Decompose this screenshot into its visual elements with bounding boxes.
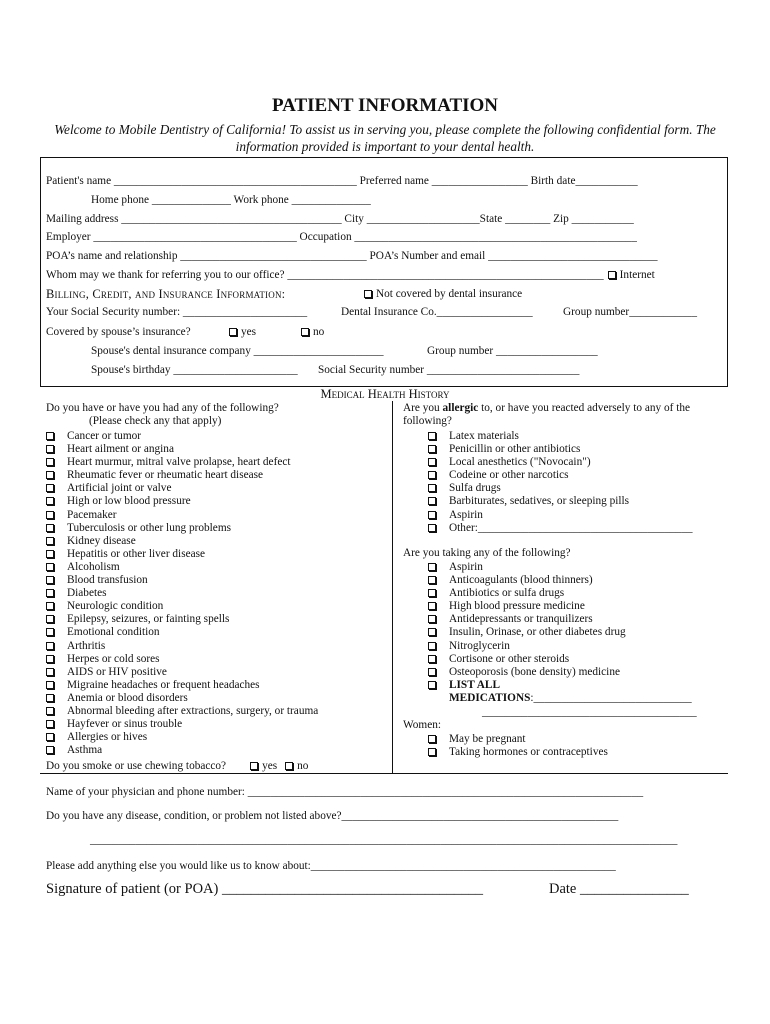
checkbox-icon[interactable]	[46, 497, 54, 505]
list-item[interactable]: Allergies or hives	[46, 731, 318, 744]
checkbox-icon[interactable]	[428, 576, 436, 584]
phone-row[interactable]: Home phone ______________ Work phone ______________	[91, 194, 371, 206]
conditions-question: Do you have or have you had any of the following?	[46, 402, 279, 414]
checkbox-icon[interactable]	[46, 720, 54, 728]
checkbox-icon[interactable]	[46, 432, 54, 440]
list-item[interactable]: Abnormal bleeding after extractions, surgery, or trauma	[46, 705, 318, 718]
checkbox-icon[interactable]	[46, 511, 54, 519]
anything-else-field[interactable]: Please add anything else you would like us to know about:______________________________________________________	[46, 860, 616, 872]
checkbox-icon[interactable]	[46, 615, 54, 623]
list-item[interactable]: High blood pressure medicine	[428, 600, 626, 613]
checkbox-icon[interactable]	[428, 615, 436, 623]
checkbox-icon[interactable]	[428, 563, 436, 571]
list-item[interactable]: Nitroglycerin	[428, 640, 626, 653]
list-item[interactable]: Hayfever or sinus trouble	[46, 718, 318, 731]
checkbox-icon[interactable]	[46, 550, 54, 558]
list-item[interactable]: Anemia or blood disorders	[46, 692, 318, 705]
patient-name-row[interactable]: Patient's name ___________________________________________ Preferred name _________________ Birth date___________	[46, 175, 638, 187]
other-disease-blank-line[interactable]: ________________________________________________________________________________________________________	[90, 834, 678, 846]
women-label: Women:	[403, 719, 441, 731]
physician-field[interactable]: Name of your physician and phone number: ______________________________________________________________________	[46, 786, 644, 798]
list-item[interactable]: Herpes or cold sores	[46, 653, 318, 666]
list-item[interactable]: Anticoagulants (blood thinners)	[428, 574, 626, 587]
checkbox-icon[interactable]	[428, 602, 436, 610]
women-list	[428, 733, 608, 759]
list-item[interactable]: High or low blood pressure	[46, 495, 318, 508]
checkbox-icon[interactable]	[46, 524, 54, 532]
list-item[interactable]: Local anesthetics ("Novocain")	[428, 456, 693, 469]
checkbox-icon[interactable]	[46, 563, 54, 571]
checkbox-icon[interactable]	[46, 602, 54, 610]
list-item[interactable]: Pacemaker	[46, 509, 318, 522]
checkbox-icon[interactable]	[46, 746, 54, 754]
not-covered-checkbox-icon[interactable]	[364, 290, 372, 298]
list-item[interactable]: Antidepressants or tranquilizers	[428, 613, 626, 626]
ssn-field[interactable]: Your Social Security number: ______________________	[46, 306, 308, 318]
mailing-address-row[interactable]: Mailing address _______________________________________ City ____________________State ________ Zip ___________	[46, 213, 634, 225]
list-item[interactable]: Aspirin	[428, 509, 693, 522]
list-item[interactable]: Cortisone or other steroids	[428, 653, 626, 666]
spouse-insurance-question: Covered by spouse’s insurance?	[46, 326, 191, 338]
list-item[interactable]: May be pregnant	[428, 733, 608, 746]
list-item[interactable]: Taking hormones or contraceptives	[428, 746, 608, 759]
list-item[interactable]: Heart murmur, mitral valve prolapse, heart defect	[46, 456, 318, 469]
checkbox-icon[interactable]	[285, 762, 293, 770]
checkbox-icon[interactable]	[428, 497, 436, 505]
list-item[interactable]: Cancer or tumor	[46, 430, 318, 443]
smoke-question: Do you smoke or use chewing tobacco?	[46, 760, 227, 772]
list-item[interactable]: Blood transfusion	[46, 574, 318, 587]
list-item[interactable]: Neurologic condition	[46, 600, 318, 613]
internet-checkbox-icon[interactable]	[608, 271, 616, 279]
smoke-no-option[interactable]: no	[285, 760, 308, 772]
list-item[interactable]: Antibiotics or sulfa drugs	[428, 587, 626, 600]
checkbox-icon[interactable]	[428, 524, 436, 532]
spouse-birthday-field[interactable]: Spouse's birthday ______________________	[91, 364, 298, 376]
checkbox-icon[interactable]	[46, 694, 54, 702]
checkbox-icon[interactable]	[46, 642, 54, 650]
list-all-blank[interactable]: ______________________________________	[482, 706, 697, 718]
checkbox-icon[interactable]	[428, 432, 436, 440]
list-all-item[interactable]: LIST ALL	[428, 679, 500, 691]
checkbox-icon[interactable]	[46, 484, 54, 492]
list-item[interactable]: Artificial joint or valve	[46, 482, 318, 495]
smoke-yes-option[interactable]: yes	[250, 760, 277, 772]
list-item[interactable]: AIDS or HIV positive	[46, 666, 318, 679]
spouse-group-number-field[interactable]: Group number __________________	[427, 345, 598, 357]
list-item[interactable]: Barbiturates, sedatives, or sleeping pills	[428, 495, 693, 508]
checkbox-icon[interactable]	[428, 445, 436, 453]
medications-list	[428, 561, 626, 679]
billing-heading: Billing, Credit, and Insurance Information:	[46, 287, 286, 301]
signature-field[interactable]: Signature of patient (or POA) ____________________________________	[46, 881, 483, 897]
checkbox-icon[interactable]	[250, 762, 258, 770]
list-item[interactable]: Asthma	[46, 744, 318, 757]
checkbox-icon[interactable]	[428, 748, 436, 756]
section-divider	[40, 773, 728, 774]
referral-label: Whom may we thank for referring you to our office? ________________________________________________________	[46, 269, 604, 281]
checkbox-icon[interactable]	[46, 537, 54, 545]
list-item[interactable]: Emotional condition	[46, 626, 318, 639]
list-item[interactable]: Tuberculosis or other lung problems	[46, 522, 318, 535]
internet-option[interactable]: Internet	[608, 269, 655, 281]
checkbox-icon[interactable]	[428, 458, 436, 466]
list-item[interactable]: Arthritis	[46, 640, 318, 653]
conditions-instruction: (Please check any that apply)	[89, 415, 222, 427]
date-field[interactable]: Date _______________	[549, 881, 689, 897]
checkbox-icon[interactable]	[46, 576, 54, 584]
page-title: PATIENT INFORMATION	[271, 95, 499, 116]
checkbox-icon[interactable]	[46, 707, 54, 715]
spouse-no-option[interactable]: no	[301, 326, 324, 338]
medical-history-heading: Medical Health History	[320, 387, 450, 401]
list-item[interactable]: Heart ailment or angina	[46, 443, 318, 456]
checkbox-icon[interactable]	[428, 681, 436, 689]
allergy-list	[428, 430, 693, 535]
checkbox-icon[interactable]	[46, 589, 54, 597]
spouse-yes-option[interactable]: yes	[229, 326, 256, 338]
checkbox-icon[interactable]	[46, 681, 54, 689]
allergy-question: Are you allergic to, or have you reacted adversely to any of the	[403, 402, 691, 414]
list-item[interactable]: Penicillin or other antibiotics	[428, 443, 693, 456]
conditions-list	[46, 430, 318, 757]
list-item[interactable]: Codeine or other narcotics	[428, 469, 693, 482]
smoke-row	[46, 760, 308, 772]
list-item[interactable]: Osteoporosis (bone density) medicine	[428, 666, 626, 679]
checkbox-icon[interactable]	[229, 328, 237, 336]
checkbox-icon[interactable]	[428, 642, 436, 650]
checkbox-icon[interactable]	[428, 484, 436, 492]
employer-row[interactable]: Employer ____________________________________ Occupation __________________________________________________	[46, 231, 637, 243]
spouse-ssn-field[interactable]: Social Security number ___________________________	[318, 364, 580, 376]
other-disease-field[interactable]: Do you have any disease, condition, or problem not listed above?_________________________________________________	[46, 810, 619, 822]
referral-row[interactable]	[46, 269, 655, 281]
allergy-question-cont: following?	[403, 415, 452, 427]
list-item[interactable]: Diabetes	[46, 587, 318, 600]
checkbox-icon[interactable]	[428, 589, 436, 597]
spouse-company-field[interactable]: Spouse's dental insurance company _______________________	[91, 345, 384, 357]
checkbox-icon[interactable]	[428, 511, 436, 519]
welcome-text: Welcome to Mobile Dentistry of California! To assist us in serving you, please complete the following confidential form. The information provided is important to your dental health.	[54, 122, 716, 154]
checkbox-icon[interactable]	[46, 471, 54, 479]
not-covered-option[interactable]: Not covered by dental insurance	[364, 288, 522, 300]
checkbox-icon[interactable]	[428, 628, 436, 636]
list-item[interactable]: Latex materials	[428, 430, 693, 443]
checkbox-icon[interactable]	[428, 471, 436, 479]
list-item[interactable]: Migraine headaches or frequent headaches	[46, 679, 318, 692]
poa-row[interactable]: POA’s name and relationship _________________________________ POA’s Number and email ______________________________	[46, 250, 658, 262]
list-item[interactable]: Sulfa drugs	[428, 482, 693, 495]
list-item[interactable]: Insulin, Orinase, or other diabetes drug	[428, 626, 626, 639]
checkbox-icon[interactable]	[301, 328, 309, 336]
list-all-medications[interactable]: MEDICATIONS:____________________________	[449, 692, 692, 704]
list-item[interactable]: Other:______________________________________	[428, 522, 693, 535]
checkbox-icon[interactable]	[46, 733, 54, 741]
list-item[interactable]: Hepatitis or other liver disease	[46, 548, 318, 561]
dental-insurance-field[interactable]: Dental Insurance Co._________________	[341, 306, 533, 318]
list-item[interactable]: Kidney disease	[46, 535, 318, 548]
checkbox-icon[interactable]	[428, 668, 436, 676]
checkbox-icon[interactable]	[428, 735, 436, 743]
checkbox-icon[interactable]	[46, 655, 54, 663]
group-number-field[interactable]: Group number____________	[563, 306, 697, 318]
checkbox-icon[interactable]	[46, 668, 54, 676]
list-item[interactable]: Epilepsy, seizures, or fainting spells	[46, 613, 318, 626]
list-item[interactable]: Rheumatic fever or rheumatic heart disease	[46, 469, 318, 482]
checkbox-icon[interactable]	[46, 458, 54, 466]
list-item[interactable]: Aspirin	[428, 561, 626, 574]
checkbox-icon[interactable]	[46, 445, 54, 453]
list-item[interactable]: Alcoholism	[46, 561, 318, 574]
checkbox-icon[interactable]	[46, 628, 54, 636]
medications-question: Are you taking any of the following?	[403, 547, 571, 559]
checkbox-icon[interactable]	[428, 655, 436, 663]
column-divider	[392, 401, 393, 773]
